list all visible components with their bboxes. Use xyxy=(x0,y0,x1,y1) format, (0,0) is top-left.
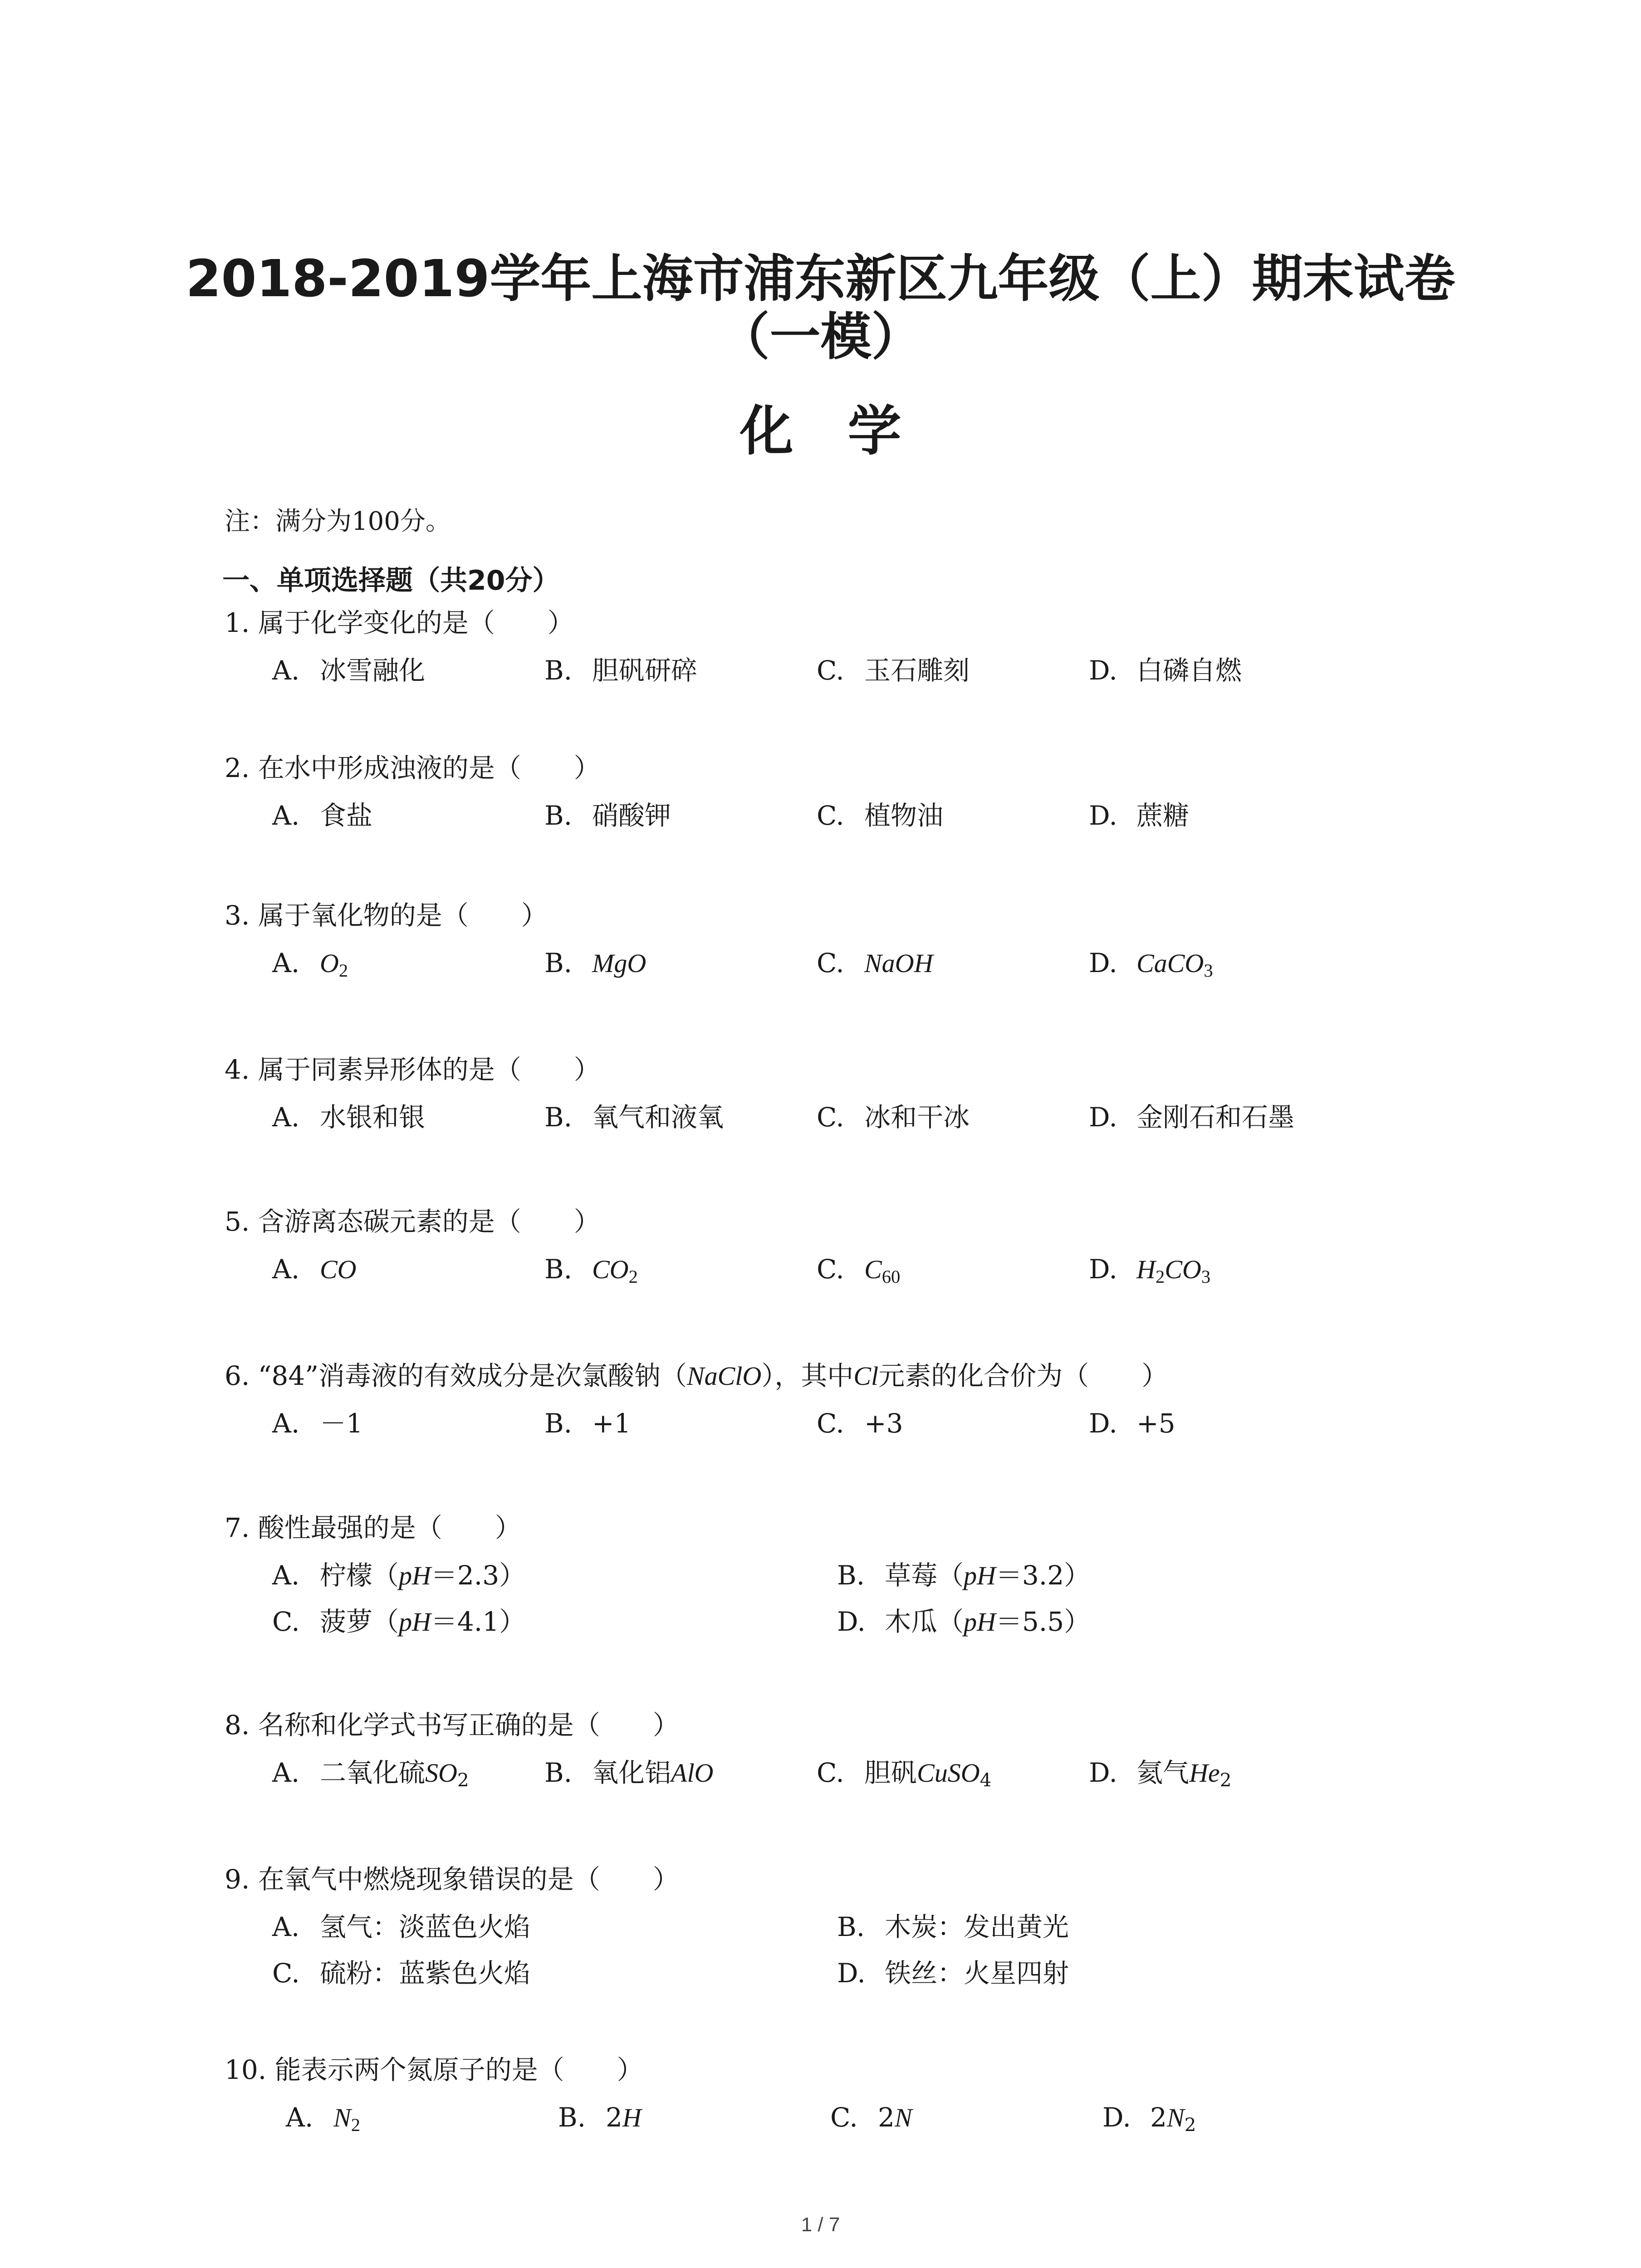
text-run: 2 xyxy=(878,2102,895,2133)
option-text: 金刚石和石墨 xyxy=(1136,1102,1295,1133)
option-b xyxy=(544,1098,724,1137)
option-label: B. xyxy=(544,948,573,978)
option-d xyxy=(1089,1098,1294,1137)
question-5 xyxy=(0,1202,1641,1306)
option-label: C. xyxy=(272,1606,300,1637)
option-c xyxy=(817,651,970,690)
option-c xyxy=(817,796,943,835)
chem-formula: N xyxy=(894,2103,912,2132)
option-b xyxy=(837,1556,1090,1595)
option-a xyxy=(286,2098,360,2145)
chem-formula xyxy=(1136,1255,1211,1287)
option-label: D. xyxy=(1089,1757,1117,1788)
text-run: CO xyxy=(592,1255,629,1284)
text-run: 元素的化合价为（ ） xyxy=(878,1360,1168,1391)
option-text: 蔗糖 xyxy=(1136,800,1190,831)
chem-formula xyxy=(333,2103,360,2136)
option-label: A. xyxy=(272,1254,300,1285)
chem-formula xyxy=(592,948,646,978)
option-label: A. xyxy=(272,655,300,686)
score-note: 注：满分为100分。 xyxy=(225,507,451,536)
chem-formula: CuSO xyxy=(917,1758,980,1788)
text-run: ＝2.3） xyxy=(431,1560,526,1591)
option-a xyxy=(272,1556,525,1595)
question-stem xyxy=(225,1356,1168,1396)
option-text: 氢气：淡蓝色火焰 xyxy=(320,1911,531,1942)
text-run: ＝4.1） xyxy=(431,1606,526,1637)
option-d xyxy=(1089,943,1213,990)
option-a xyxy=(272,1250,357,1289)
page-number: 1 / 7 xyxy=(801,2214,840,2236)
option-c xyxy=(817,1098,970,1137)
option-text: 氧气和液氧 xyxy=(592,1102,724,1133)
option-label: A. xyxy=(272,1757,300,1788)
chem-formula: SO xyxy=(425,1758,457,1788)
option-text: 硫粉：蓝紫色火焰 xyxy=(320,1958,531,1989)
chem-formula xyxy=(592,1255,638,1287)
option-label: B. xyxy=(544,800,573,831)
option-d xyxy=(1102,2098,1196,2144)
option-text: 胆矾研碎 xyxy=(592,655,698,686)
question-8 xyxy=(0,1706,1641,1810)
option-label: C. xyxy=(817,800,844,831)
text-run: 胆矾 xyxy=(864,1757,917,1788)
option-label: C. xyxy=(817,948,844,978)
chem-formula: pH xyxy=(399,1607,431,1637)
option-label: A. xyxy=(272,1408,300,1439)
question-7 xyxy=(0,1508,1641,1637)
text-run: CO xyxy=(1165,1255,1201,1284)
question-3 xyxy=(0,896,1641,1000)
option-text: +3 xyxy=(864,1408,903,1439)
subscript: 2 xyxy=(351,2115,360,2136)
option-label: B. xyxy=(544,655,573,686)
chem-formula xyxy=(320,948,348,981)
subscript: 2 xyxy=(1220,1769,1232,1791)
text-run: 氧化铝 xyxy=(592,1757,671,1788)
option-b xyxy=(544,1250,638,1296)
option-label: A. xyxy=(272,1911,300,1942)
option-label: B. xyxy=(544,1254,573,1285)
option-text: 冰雪融化 xyxy=(320,655,426,686)
option-d xyxy=(1089,1753,1231,1799)
chem-formula: H xyxy=(622,2103,642,2132)
subscript: 3 xyxy=(1201,1266,1211,1287)
question-4 xyxy=(0,1050,1641,1154)
option-d xyxy=(1089,651,1242,690)
text-run: 柠檬（ xyxy=(320,1560,399,1591)
subscript: 2 xyxy=(457,1769,469,1791)
subscript: 2 xyxy=(1155,1266,1165,1287)
option-label: C. xyxy=(817,1408,844,1439)
subscript: 3 xyxy=(1204,960,1213,981)
question-stem: 3. 属于氧化物的是（ ） xyxy=(225,900,548,931)
option-label: C. xyxy=(817,1757,844,1788)
subscript: 2 xyxy=(628,1266,638,1287)
subscript: 2 xyxy=(338,960,348,981)
option-b xyxy=(544,1404,631,1443)
option-label: D. xyxy=(1089,655,1117,686)
option-b xyxy=(544,1753,713,1793)
question-stem: 10. 能表示两个氮原子的是（ ） xyxy=(225,2054,643,2085)
option-label: B. xyxy=(544,1408,573,1439)
option-a xyxy=(272,1098,425,1137)
question-1 xyxy=(0,603,1641,708)
question-stem: 4. 属于同素异形体的是（ ） xyxy=(225,1054,600,1085)
option-c xyxy=(817,943,933,983)
option-label: D. xyxy=(837,1958,866,1989)
option-label: B. xyxy=(544,1102,573,1133)
text-run: 草莓（ xyxy=(885,1560,964,1591)
option-label: A. xyxy=(272,948,300,978)
text-run: CO xyxy=(320,1255,357,1284)
option-c xyxy=(272,1954,530,1993)
question-9 xyxy=(0,1860,1641,1989)
question-stem: 1. 属于化学变化的是（ ） xyxy=(225,607,574,638)
option-text: 玉石雕刻 xyxy=(864,655,970,686)
text-run: 2 xyxy=(1150,2102,1167,2133)
option-b xyxy=(558,2098,642,2137)
option-d xyxy=(1089,1404,1176,1443)
text-run: N xyxy=(333,2103,351,2132)
question-stem: 8. 名称和化学式书写正确的是（ ） xyxy=(225,1710,679,1740)
option-d xyxy=(837,1954,1069,1993)
text-run: ），其中 xyxy=(761,1360,854,1391)
option-label: B. xyxy=(837,1911,865,1942)
question-2 xyxy=(0,748,1641,853)
option-b xyxy=(544,651,697,690)
text-run: ＝5.5） xyxy=(995,1606,1091,1637)
option-label: A. xyxy=(272,800,300,831)
chem-formula xyxy=(1136,948,1213,981)
question-10 xyxy=(0,2050,1641,2155)
option-label: C. xyxy=(272,1958,300,1989)
option-label: B. xyxy=(544,1757,573,1788)
option-d xyxy=(1089,796,1189,835)
option-a xyxy=(272,1404,363,1443)
option-label: C. xyxy=(817,1102,844,1133)
option-text: 植物油 xyxy=(864,800,944,831)
section-heading: 一、单项选择题（共20分） xyxy=(222,565,560,596)
text-run: O xyxy=(320,948,339,978)
option-d xyxy=(837,1602,1090,1642)
option-text: 食盐 xyxy=(320,800,373,831)
option-label: C. xyxy=(817,655,844,686)
chem-formula: NaClO xyxy=(686,1361,762,1391)
text-run: H xyxy=(1136,1255,1156,1284)
option-label: D. xyxy=(1089,1254,1117,1285)
question-stem: 5. 含游离态碳元素的是（ ） xyxy=(225,1206,600,1237)
option-label: D. xyxy=(1089,1102,1117,1133)
option-c xyxy=(817,1250,900,1296)
option-label: D. xyxy=(837,1606,866,1637)
text-run: NaOH xyxy=(864,948,933,978)
question-stem: 7. 酸性最强的是（ ） xyxy=(225,1512,521,1543)
chem-formula: He xyxy=(1189,1758,1220,1788)
chem-formula xyxy=(320,1255,357,1284)
chem-formula: Cl xyxy=(853,1361,879,1391)
option-label: B. xyxy=(558,2102,586,2133)
text-run: 菠萝（ xyxy=(320,1606,399,1637)
chem-formula: pH xyxy=(964,1561,996,1590)
option-a xyxy=(272,943,348,990)
option-label: B. xyxy=(837,1560,865,1591)
option-label: D. xyxy=(1102,2102,1131,2133)
subscript: 2 xyxy=(1184,2114,1196,2136)
chem-formula xyxy=(864,1255,901,1287)
option-c xyxy=(817,1753,991,1799)
option-label: D. xyxy=(1089,800,1117,831)
option-text: +5 xyxy=(1136,1408,1176,1439)
option-text: 铁丝：火星四射 xyxy=(885,1958,1069,1989)
option-d xyxy=(1089,1250,1210,1296)
question-stem: 2. 在水中形成浊液的是（ ） xyxy=(225,753,600,783)
option-text: 白磷自燃 xyxy=(1136,655,1242,686)
option-text: －1 xyxy=(320,1408,363,1439)
option-c xyxy=(817,1404,903,1443)
subscript: 60 xyxy=(882,1266,901,1287)
chem-formula xyxy=(864,948,933,978)
option-a xyxy=(272,1753,469,1799)
option-b xyxy=(837,1907,1069,1946)
subscript: 4 xyxy=(980,1769,992,1791)
option-text: 冰和干冰 xyxy=(864,1102,970,1133)
option-label: A. xyxy=(286,2102,314,2133)
option-text: 木炭：发出黄光 xyxy=(885,1911,1069,1942)
page-title-exam-type: （一模） xyxy=(719,308,922,367)
option-label: A. xyxy=(272,1102,300,1133)
text-run: 二氧化硫 xyxy=(320,1757,426,1788)
option-label: A. xyxy=(272,1560,300,1591)
text-run: 6. “84”消毒液的有效成分是次氯酸钠（ xyxy=(225,1360,687,1391)
option-a xyxy=(272,651,425,690)
question-6 xyxy=(0,1356,1641,1461)
subject-heading: 化学 xyxy=(740,400,956,462)
option-label: C. xyxy=(817,1254,844,1285)
text-run: CaCO xyxy=(1136,948,1204,978)
text-run: 氦气 xyxy=(1136,1757,1190,1788)
chem-formula: pH xyxy=(399,1561,431,1590)
option-a xyxy=(272,1907,530,1946)
chem-formula: pH xyxy=(964,1607,996,1637)
text-run: C xyxy=(864,1255,882,1284)
option-label: D. xyxy=(1089,948,1117,978)
chem-formula: AlO xyxy=(671,1758,714,1788)
text-run: ＝3.2） xyxy=(995,1560,1091,1591)
option-a xyxy=(272,796,372,835)
question-stem: 9. 在氧气中燃烧现象错误的是（ ） xyxy=(225,1864,679,1895)
option-text: 硝酸钾 xyxy=(592,800,671,831)
option-text: 水银和银 xyxy=(320,1102,426,1133)
option-b xyxy=(544,943,646,983)
option-b xyxy=(544,796,671,835)
option-c xyxy=(830,2098,912,2137)
page-title: 2018-2019学年上海市浦东新区九年级（上）期末试卷 xyxy=(186,249,1455,308)
text-run: MgO xyxy=(592,948,647,978)
text-run: 2 xyxy=(606,2102,622,2133)
chem-formula: N xyxy=(1166,2103,1185,2132)
option-text: +1 xyxy=(592,1408,631,1439)
option-label: C. xyxy=(830,2102,858,2133)
option-c xyxy=(272,1602,525,1642)
text-run: 木瓜（ xyxy=(885,1606,964,1637)
option-label: D. xyxy=(1089,1408,1117,1439)
